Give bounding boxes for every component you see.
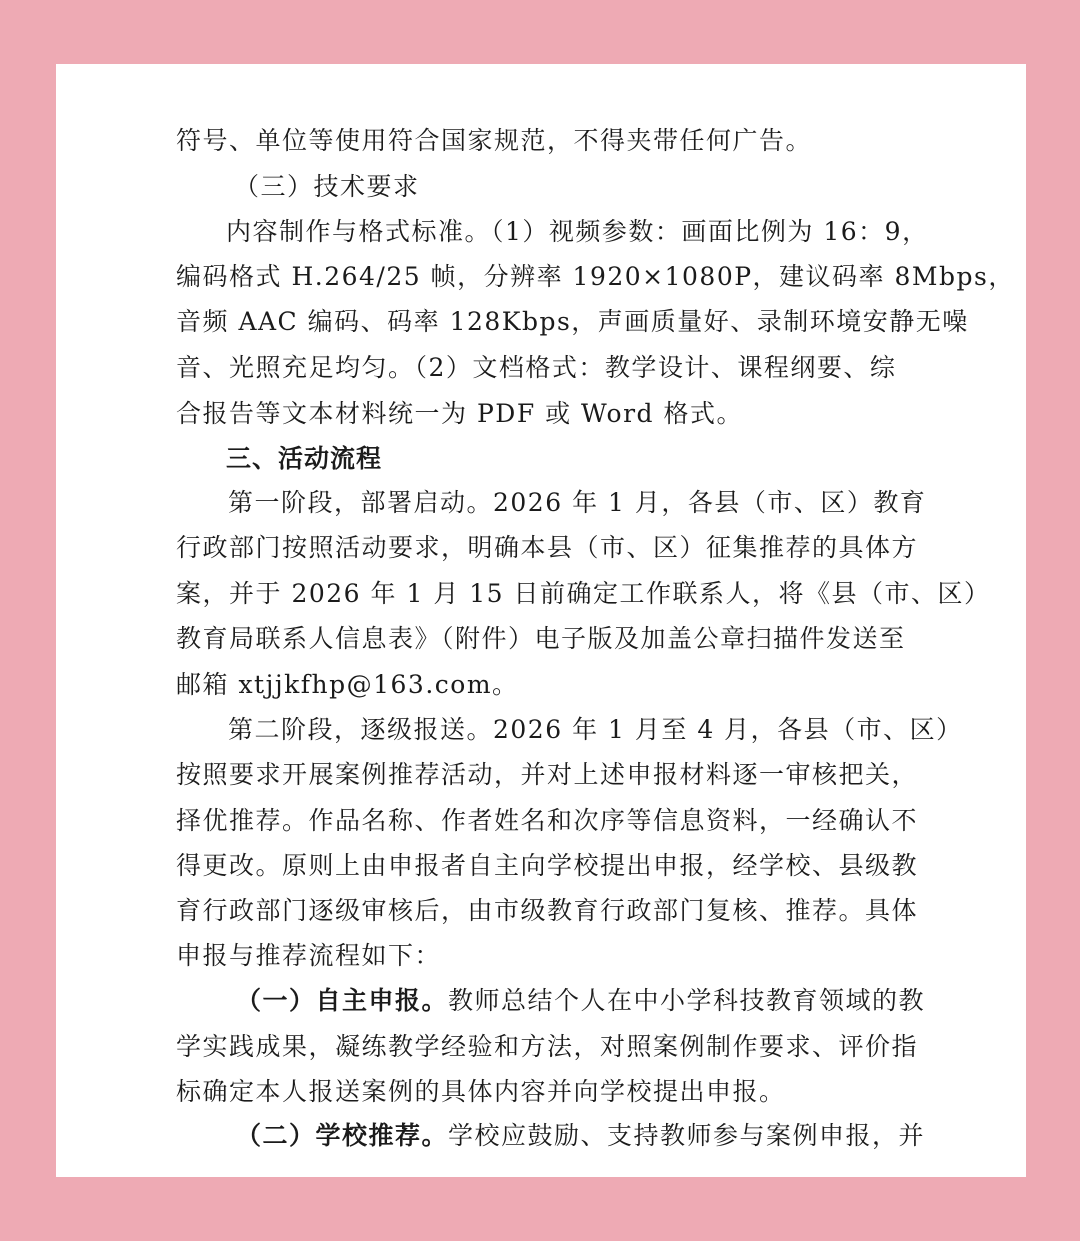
paragraph-lead: （二）学校推荐。 bbox=[236, 1121, 449, 1150]
body-line: 符号、单位等使用符合国家规范，不得夹带任何广告。 bbox=[176, 126, 813, 155]
body-line: 第二阶段，逐级报送。2026 年 1 月至 4 月，各县（市、区） bbox=[228, 715, 963, 744]
body-line: 学实践成果，凝练教学经验和方法，对照案例制作要求、评价指 bbox=[176, 1032, 919, 1061]
body-line: 邮箱 xtjjkfhp@163.com。 bbox=[176, 670, 519, 699]
body-line: 音频 AAC 编码、码率 128Kbps，声画质量好、录制环境安静无噪 bbox=[176, 307, 969, 336]
body-line: 得更改。原则上由申报者自主向学校提出申报，经学校、县级教 bbox=[176, 851, 919, 880]
paragraph-line bbox=[236, 1119, 966, 1153]
section-heading: 三、活动流程 bbox=[226, 444, 383, 473]
body-line: 内容制作与格式标准。（1）视频参数：画面比例为 16：9， bbox=[226, 217, 929, 246]
body-line: 行政部门按照活动要求，明确本县（市、区）征集推荐的具体方 bbox=[176, 533, 919, 562]
body-line: 教育局联系人信息表》（附件）电子版及加盖公章扫描件发送至 bbox=[176, 624, 906, 653]
body-line: 按照要求开展案例推荐活动，并对上述申报材料逐一审核把关， bbox=[176, 760, 919, 789]
document-page bbox=[56, 64, 1026, 1177]
paragraph-lead: （一）自主申报。 bbox=[236, 986, 449, 1015]
body-line: 音、光照充足均匀。（2）文档格式：教学设计、课程纲要、综 bbox=[176, 353, 897, 382]
body-line: 案，并于 2026 年 1 月 15 日前确定工作联系人，将《县（市、区） bbox=[176, 579, 991, 608]
body-line: 申报与推荐流程如下： bbox=[176, 941, 442, 970]
body-line: 择优推荐。作品名称、作者姓名和次序等信息资料，一经确认不 bbox=[176, 806, 919, 835]
body-line: 合报告等文本材料统一为 PDF 或 Word 格式。 bbox=[176, 399, 744, 428]
body-text: 学校应鼓励、支持教师参与案例申报，并 bbox=[448, 1121, 926, 1150]
body-line: 第一阶段，部署启动。2026 年 1 月，各县（市、区）教育 bbox=[228, 488, 927, 517]
paragraph-line bbox=[236, 984, 966, 1018]
section-subheading: （三）技术要求 bbox=[234, 172, 420, 201]
body-line: 编码格式 H.264/25 帧，分辨率 1920×1080P，建议码率 8Mbps， bbox=[176, 262, 1015, 291]
body-line: 标确定本人报送案例的具体内容并向学校提出申报。 bbox=[176, 1077, 786, 1106]
body-text: 教师总结个人在中小学科技教育领域的教 bbox=[448, 986, 926, 1015]
body-line: 育行政部门逐级审核后，由市级教育行政部门复核、推荐。具体 bbox=[176, 896, 919, 925]
